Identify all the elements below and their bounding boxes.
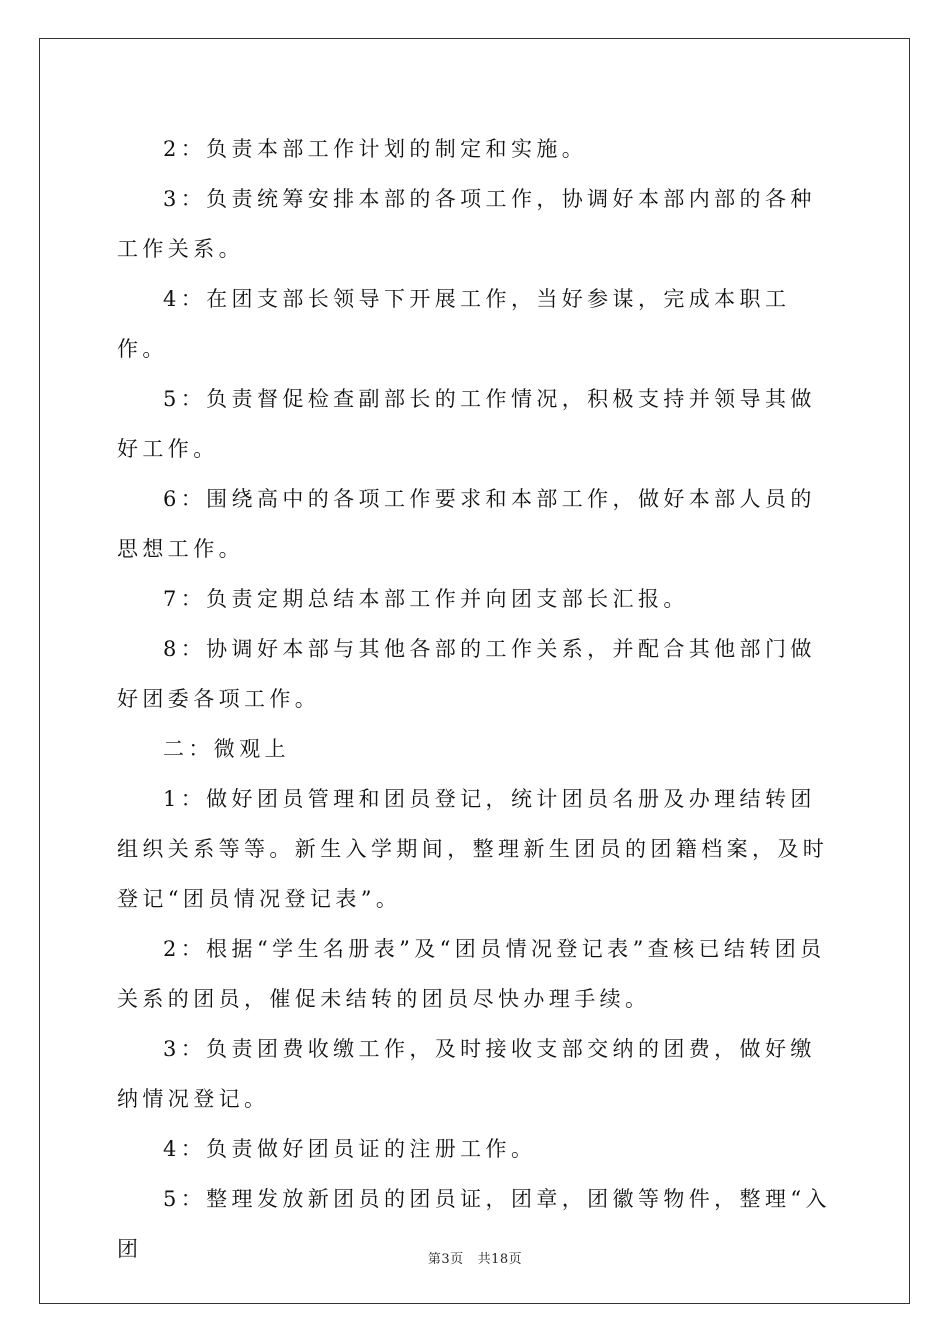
paragraph-5: 6：围绕高中的各项工作要求和本部工作，做好本部人员的思想工作。: [117, 487, 816, 561]
paragraph-10: 3：负责团费收缴工作，及时接收支部交纳的团费，做好缴纳情况登记。: [117, 1037, 816, 1111]
page-footer: [0, 1248, 950, 1267]
paragraph-9: 2：根据“学生名册表”及“团员情况登记表”查核已结转团员关系的团员，催促未结转的团员尽快办理手续。: [117, 937, 826, 1011]
footer-spacer: [464, 1252, 478, 1267]
paragraph-8: 1：做好团员管理和团员登记，统计团员名册及办理结转团组织关系等等。新生入学期间，整理新生团员的团籍档案，及时登记“团员情况登记表”。: [117, 787, 829, 911]
section-heading-micro: 二：微观上: [163, 737, 290, 761]
paragraph-4: 5：负责督促检查副部长的工作情况，积极支持并领导其做好工作。: [117, 387, 816, 461]
paragraph-6: 7：负责定期总结本部工作并向团支部长汇报。: [163, 587, 689, 611]
paragraph-1: 2：负责本部工作计划的制定和实施。: [163, 137, 588, 161]
current-page-label: 第3页: [427, 1252, 464, 1267]
paragraph-11: 4：负责做好团员证的注册工作。: [163, 1137, 537, 1161]
paragraph-3: 4：在团支部长领导下开展工作，当好参谋，完成本职工作。: [117, 287, 791, 361]
total-pages-label: 共18页: [477, 1252, 523, 1267]
paragraph-7: 8：协调好本部与其他各部的工作关系，并配合其他部门做好团委各项工作。: [117, 637, 816, 711]
document-body: [117, 124, 835, 1274]
paragraph-12: 5：整理发放新团员的团员证，团章，团徽等物件，整理“入团: [117, 1187, 831, 1261]
paragraph-2: 3：负责统筹安排本部的各项工作，协调好本部内部的各种工作关系。: [117, 187, 816, 261]
